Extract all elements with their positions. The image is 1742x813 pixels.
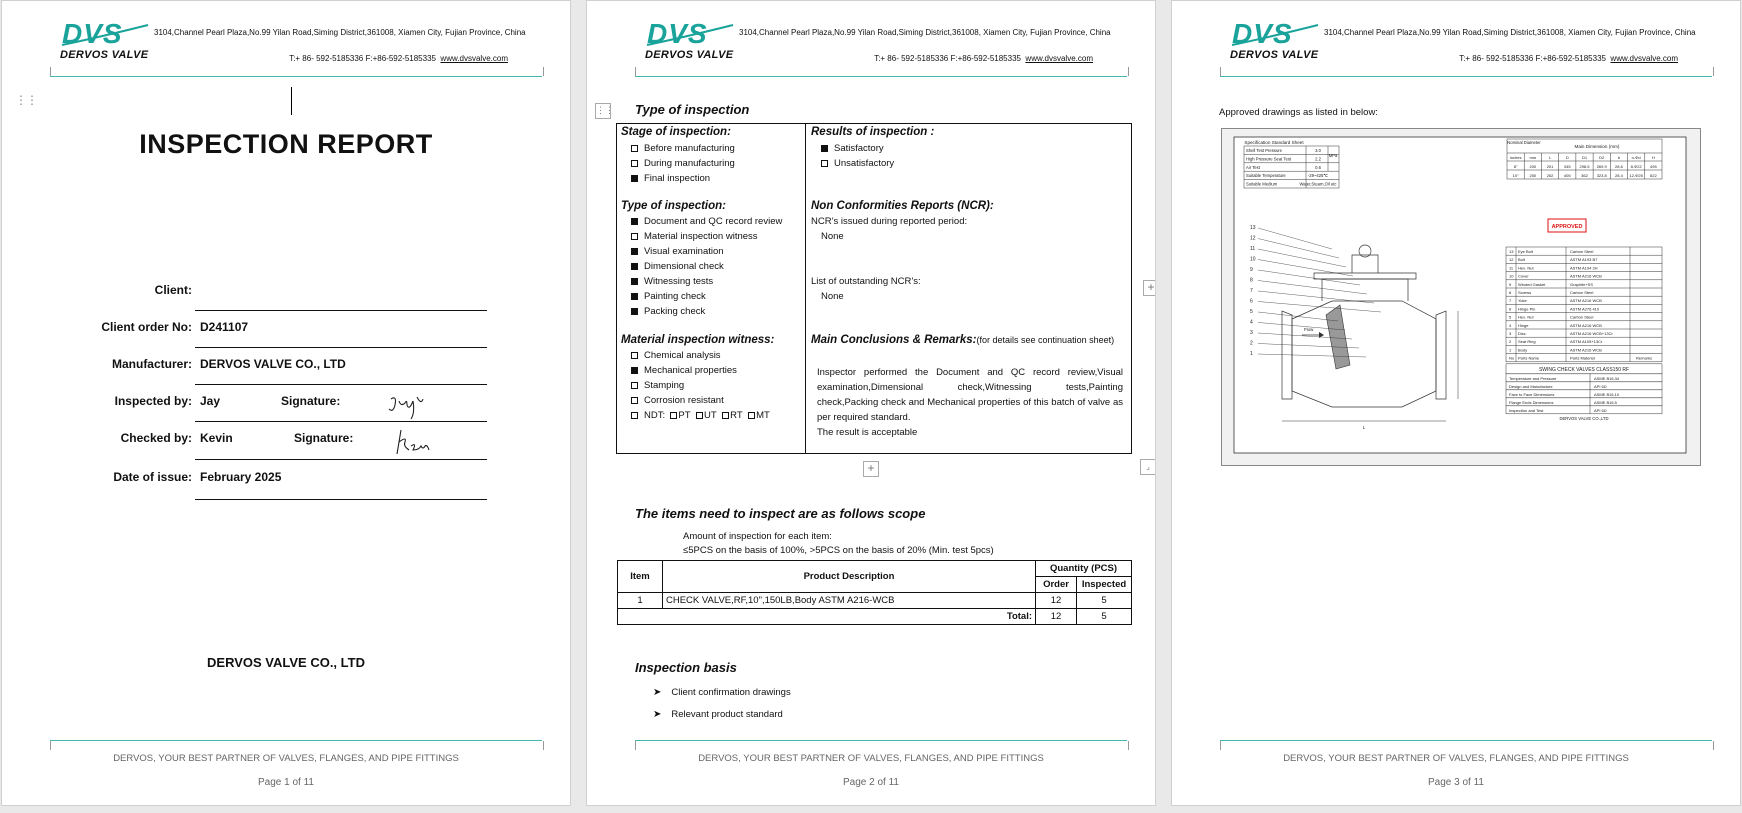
svg-text:DVS: DVS: [647, 19, 708, 49]
parts-header: Parts Name: [1518, 355, 1540, 361]
amount-line: Amount of inspection for each item:: [683, 531, 832, 542]
footer-slogan: DERVOS, YOUR BEST PARTNER OF VALVES, FLANGES, AND PIPE FITTINGS: [1283, 753, 1629, 764]
callout-number: 13: [1250, 225, 1256, 231]
arrow-bullet-icon: ➤: [653, 709, 662, 720]
callout-number: 10: [1250, 256, 1256, 263]
field-client-order: [2, 320, 571, 340]
callout-number: 6: [1250, 298, 1253, 305]
resize-table-icon[interactable]: ⌟: [1140, 459, 1156, 475]
header-contact: [289, 54, 508, 63]
dim-header: mm: [1529, 155, 1537, 160]
col-qty-header: Quantity (PCS): [1036, 561, 1132, 577]
parts-material: ASTM A216 WCB: [1570, 298, 1602, 304]
total-order: 12: [1036, 609, 1077, 625]
cell-order: 12: [1036, 593, 1077, 609]
ncr-outstanding-value: None: [821, 291, 844, 302]
inspection-table: [616, 123, 1132, 454]
callout-number: 5: [1250, 309, 1253, 315]
date-value[interactable]: February 2025: [200, 470, 282, 484]
stage-heading: Stage of inspection:: [621, 126, 731, 138]
spec-row-label: Air Test: [1246, 164, 1260, 170]
dim-cell: 362: [1581, 173, 1588, 178]
col-order-header: Order: [1036, 577, 1077, 593]
parts-material: ASTM A216 WCB: [1570, 322, 1602, 328]
header-website[interactable]: www.dvsvalve.com: [1025, 54, 1093, 63]
manufacturer-label: Manufacturer:: [111, 357, 192, 371]
footer-rule: [50, 740, 542, 741]
dim-cell: 10": [1512, 173, 1519, 178]
dim-header: D1: [1581, 155, 1588, 160]
page-number: Page 2 of 11: [843, 777, 899, 788]
col-inspected-header: Inspected: [1077, 577, 1132, 593]
total-row: [618, 609, 1132, 625]
standard-value: ASME B16.34: [1594, 375, 1620, 381]
callout-number: 7: [1250, 288, 1253, 294]
parts-material: Carbon Steel: [1570, 290, 1594, 295]
ncr-issued-value: None: [821, 231, 844, 242]
flow-label: Flow: [1304, 327, 1314, 332]
checkbox-before-manufacturing[interactable]: Before manufacturing: [631, 143, 735, 154]
dim-header: D: [1565, 155, 1569, 160]
basis-item: ➤ Client confirmation drawings: [653, 687, 791, 698]
dim-header: b: [1617, 155, 1621, 160]
page-3: [1171, 0, 1741, 806]
total-inspected: 5: [1077, 609, 1132, 625]
spec-row-label: High Pressure Seat Test: [1246, 156, 1292, 162]
dim-cell: 12-Φ25: [1629, 173, 1643, 178]
dvs-logo: [645, 19, 735, 63]
field-inspected-by: [2, 394, 571, 414]
parts-header: No: [1509, 355, 1515, 361]
standard-name: Temperature and Pressure: [1509, 375, 1557, 381]
parts-name: Screws: [1518, 290, 1532, 295]
dvs-logo: [1230, 19, 1320, 63]
parts-name: Hex. Nut: [1518, 265, 1534, 271]
scope-heading: The items need to inspect are as follows scope: [635, 506, 926, 521]
table-row: [618, 593, 1132, 609]
parts-name: Winded Gasket: [1518, 281, 1546, 287]
parts-name: Seat Ring: [1518, 339, 1536, 345]
parts-no: 4: [1509, 322, 1512, 328]
parts-name: Yoke: [1518, 298, 1527, 304]
parts-no: 9: [1509, 281, 1512, 287]
valve-drawing-svg: [1222, 129, 1700, 465]
checkbox-dimensional-check[interactable]: Dimensional check: [631, 261, 724, 272]
standard-value: ASME B16.5: [1594, 399, 1617, 405]
basis-item: ➤ Relevant product standard: [653, 709, 783, 720]
spec-row-label: Shell Test Pressure: [1246, 148, 1282, 153]
header-address: 3104,Channel Pearl Plaza,No.99 Yilan Road,Siming District,361008, Xiamen City, Fujian Province, China: [739, 28, 1111, 37]
results-heading: Results of inspection :: [811, 126, 935, 138]
parts-material: ASTM A216 WCB: [1570, 273, 1602, 279]
parts-no: 13: [1509, 249, 1514, 254]
arrow-bullet-icon: ➤: [653, 687, 662, 698]
inspected-label: Inspected by:: [114, 394, 192, 408]
inspected-value[interactable]: Jay: [200, 394, 221, 408]
page-1: [1, 0, 571, 806]
header-rule: [635, 76, 1127, 77]
report-title: INSPECTION REPORT: [139, 129, 433, 159]
approved-stamp-text: APPROVED: [1551, 224, 1583, 230]
field-manufacturer: [2, 357, 571, 377]
dim-cell: 495: [1650, 164, 1657, 169]
product-title: SWING CHECK VALVES CLASS150 RF: [1538, 366, 1630, 373]
checkbox-mechanical-properties[interactable]: Mechanical properties: [631, 365, 737, 376]
text-cursor: [291, 87, 292, 115]
dim-cell: 200: [1529, 164, 1537, 169]
parts-material: ASTM A216 WCB+13Cr: [1570, 331, 1613, 336]
material-heading: Material inspection witness:: [621, 334, 775, 346]
dim-cell: 622: [1650, 173, 1657, 178]
checkbox-witnessing-tests[interactable]: Witnessing tests: [631, 276, 713, 287]
dim-cell: 250: [1529, 173, 1537, 178]
dvs-logo: [60, 19, 150, 63]
checkbox-unsatisfactory[interactable]: Unsatisfactory: [821, 158, 894, 169]
parts-no: 1: [1509, 347, 1512, 353]
checkbox-packing-check[interactable]: Packing check: [631, 306, 705, 317]
client-order-value[interactable]: D241107: [200, 320, 249, 334]
dim-header: H: [1651, 155, 1655, 160]
add-column-icon[interactable]: +: [1143, 280, 1156, 296]
date-label: Date of issue:: [113, 470, 192, 484]
checkbox-ndt-mt[interactable]: [748, 412, 755, 419]
standard-name: Flange Ends Dimensions: [1509, 399, 1554, 405]
checkbox-material-witness[interactable]: Material inspection witness: [631, 231, 758, 242]
callout-number: 8: [1250, 277, 1253, 284]
parts-name: Eye Bolt: [1518, 249, 1533, 254]
inspector-signature: [387, 391, 427, 421]
spec-row-value: 3.0: [1315, 148, 1321, 153]
basis-heading: Inspection basis: [635, 660, 737, 675]
client-label: Client:: [154, 283, 192, 297]
dim-cell: 8": [1513, 164, 1518, 169]
header-contact: [1459, 54, 1678, 63]
checkbox-satisfactory[interactable]: Satisfactory: [821, 143, 884, 154]
checked-value[interactable]: Kevin: [200, 431, 233, 445]
spec-row-value: Water,Steam,Oil etc: [1299, 181, 1337, 187]
dim-cell: 28.6: [1615, 164, 1623, 169]
parts-name: Hinge: [1518, 322, 1529, 328]
checkbox-ndt-pt[interactable]: [670, 412, 677, 419]
standard-name: Face to Face Dimensions: [1509, 391, 1555, 397]
parts-name: Body: [1518, 347, 1528, 353]
parts-material: Carbon Steel: [1570, 314, 1594, 320]
parts-name: Bolt: [1518, 257, 1525, 263]
field-date-of-issue: [2, 470, 571, 490]
type-of-inspection-heading: Type of inspection: [635, 102, 750, 117]
dim-cell: 269.9: [1596, 164, 1607, 169]
callout-number: 2: [1250, 340, 1253, 347]
add-row-icon[interactable]: +: [863, 461, 879, 477]
col-desc-header: Product Description: [663, 561, 1036, 593]
standard-name: Inspection and Test: [1509, 407, 1544, 413]
parts-material: ASTM A276 410: [1570, 306, 1600, 312]
dim-nominal: Nominal Diameter: [1507, 140, 1541, 145]
svg-text:DVS: DVS: [62, 19, 123, 49]
drag-handle-icon[interactable]: ⋮⋮: [15, 93, 37, 107]
approved-drawing[interactable]: [1221, 128, 1701, 466]
footer-slogan: DERVOS, YOUR BEST PARTNER OF VALVES, FLANGES, AND PIPE FITTINGS: [698, 753, 1044, 764]
field-checked-by: [2, 431, 571, 451]
checker-signature: [395, 428, 435, 458]
dim-label-l: L: [1362, 425, 1366, 430]
dim-cell: 201: [1546, 164, 1554, 169]
callout-number: 3: [1250, 330, 1253, 336]
parts-name: Hinge Pin: [1518, 306, 1536, 312]
parts-name: Hex. Nut: [1518, 314, 1534, 320]
parts-name: Cover: [1518, 273, 1529, 279]
ncr-outstanding-label: List of outstanding NCR’s:: [811, 276, 921, 287]
checkbox-ndt[interactable]: [631, 412, 638, 419]
parts-no: 3: [1509, 331, 1512, 336]
inspected-signature-label: Signature:: [281, 394, 341, 408]
parts-no: 10: [1509, 273, 1514, 279]
checkbox-corrosion-resistant[interactable]: Corrosion resistant: [631, 395, 724, 406]
col-item-header: Item: [618, 561, 663, 593]
manufacturer-value[interactable]: DERVOS VALVE CO., LTD: [200, 357, 346, 371]
dim-cell: 8-Φ22: [1630, 164, 1642, 169]
parts-material: ASTM A216 WCB: [1570, 347, 1602, 353]
drawings-intro: Approved drawings as listed in below:: [1219, 107, 1378, 118]
header-tel: T:+ 86- 592-5185336 F:+86-592-5185335: [289, 54, 436, 63]
spec-row-value: 0.6: [1315, 164, 1321, 170]
checkbox-ndt-ut[interactable]: [696, 412, 703, 419]
parts-header: Remarks: [1636, 355, 1653, 361]
parts-no: 2: [1509, 339, 1512, 345]
page-2: [586, 0, 1156, 806]
header-address: 3104,Channel Pearl Plaza,No.99 Yilan Road,Siming District,361008, Xiamen City, Fujian Province, China: [1324, 28, 1696, 37]
header-contact: [874, 54, 1093, 63]
checkbox-document-review[interactable]: Document and QC record review: [631, 216, 782, 227]
callout-number: 1: [1250, 351, 1253, 357]
type-heading: Type of inspection:: [621, 200, 726, 212]
spec-row-value: 2.2: [1315, 156, 1321, 162]
callout-number: 4: [1250, 319, 1253, 326]
footer-slogan: DERVOS, YOUR BEST PARTNER OF VALVES, FLANGES, AND PIPE FITTINGS: [113, 753, 459, 764]
checkbox-stamping[interactable]: Stamping: [631, 380, 684, 391]
dim-cell: 28.4: [1615, 173, 1623, 178]
dim-header: D2: [1599, 155, 1605, 160]
parts-name: Disc: [1518, 331, 1526, 336]
scope-table: [617, 560, 1132, 625]
total-label: Total:: [618, 609, 1036, 625]
spec-unit: MPa: [1328, 153, 1338, 158]
header-rule: [1220, 76, 1712, 77]
footer-rule: [1220, 740, 1712, 741]
standard-name: Design and Manufacture: [1509, 383, 1553, 389]
parts-header: Parts Material: [1570, 355, 1595, 361]
ndt-row: NDT: PT UT RT MT: [631, 410, 770, 421]
checkbox-chemical-analysis[interactable]: Chemical analysis: [631, 350, 721, 361]
page-number: Page 3 of 11: [1428, 777, 1484, 788]
logo-subtitle: DERVOS VALVE: [1230, 49, 1319, 61]
dim-header: L: [1548, 155, 1552, 160]
checkbox-painting-check[interactable]: Painting check: [631, 291, 706, 302]
cell-desc: CHECK VALVE,RF,10",150LB,Body ASTM A216-WCB: [663, 593, 1036, 609]
parts-no: 11: [1509, 265, 1514, 271]
client-order-label: Client order No:: [101, 320, 192, 334]
result-line: The result is acceptable: [817, 427, 918, 438]
dim-header: Inches: [1509, 155, 1522, 160]
footer-rule: [635, 740, 1127, 741]
spec-row-label: Suitable Temperature: [1246, 173, 1286, 179]
parts-no: 7: [1509, 298, 1512, 304]
spec-row-label: Suitable Medium: [1246, 181, 1278, 187]
header-tel: T:+ 86- 592-5185336 F:+86-592-5185335: [1459, 54, 1606, 63]
parts-material: Graphite+SS: [1570, 281, 1594, 287]
basis-line: ≤5PCS on the basis of 100%, >5PCS on the basis of 20% (Min. test 5pcs): [683, 545, 994, 556]
callout-number: 11: [1250, 246, 1256, 252]
parts-material: ASTM A194 2H: [1570, 265, 1598, 271]
ncr-issued-label: NCR’s issued during reported period:: [811, 216, 968, 227]
header-website[interactable]: www.dvsvalve.com: [1610, 54, 1678, 63]
parts-no: 8: [1509, 290, 1512, 295]
conclusions-text: Inspector performed the Document and QC record review,Visual examination,Dimensional check,Witnessing tests,Painting check,Packing check and Mechanical properties of this batch of valve as per required standard. The result is acceptable: [817, 367, 1123, 438]
standard-value: API 6D: [1594, 383, 1607, 389]
conclusions-note: (for details see continuation sheet): [976, 335, 1115, 345]
header-address: 3104,Channel Pearl Plaza,No.99 Yilan Road,Siming District,361008, Xiamen City, Fujian Province, China: [154, 28, 526, 37]
page-number: Page 1 of 11: [258, 777, 314, 788]
checkbox-visual-examination[interactable]: Visual examination: [631, 246, 724, 257]
spec-title: Specification Standard Sheet: [1244, 140, 1304, 145]
parts-material: ASTM A105+13Cr: [1570, 339, 1603, 345]
callout-number: 12: [1250, 235, 1256, 242]
parts-no: 12: [1509, 257, 1514, 263]
parts-no: 5: [1509, 314, 1512, 320]
header-tel: T:+ 86- 592-5185336 F:+86-592-5185335: [874, 54, 1021, 63]
dim-cell: 252: [1546, 173, 1554, 178]
ncr-heading: Non Conformities Reports (NCR):: [811, 200, 994, 212]
checked-signature-label: Signature:: [294, 431, 354, 445]
standard-value: API 6D: [1594, 407, 1607, 413]
dim-cell: 323.8: [1596, 173, 1607, 178]
cell-inspected: 5: [1077, 593, 1132, 609]
drawing-company: DERVOS VALVE CO.,LTD: [1559, 415, 1609, 421]
callout-number: 9: [1250, 267, 1253, 273]
cell-item: 1: [618, 593, 663, 609]
checkbox-during-manufacturing[interactable]: During manufacturing: [631, 158, 735, 169]
checkbox-final-inspection[interactable]: Final inspection: [631, 173, 710, 184]
field-client: [2, 283, 571, 303]
dim-cell: 405: [1563, 173, 1571, 178]
parts-material: Carbon Steel: [1570, 249, 1594, 254]
table-move-handle-icon[interactable]: ⋮⋮: [595, 103, 611, 119]
header-rule: [50, 76, 542, 77]
parts-material: ASTM A193 B7: [1570, 257, 1598, 263]
spec-row-value: -29~425℃: [1307, 173, 1329, 179]
checked-label: Checked by:: [120, 431, 192, 445]
dim-cell: 345: [1563, 164, 1571, 169]
dim-header: n-Φd: [1631, 155, 1641, 160]
dim-title: Main Dimension (mm): [1574, 144, 1620, 149]
header-website[interactable]: www.dvsvalve.com: [440, 54, 508, 63]
svg-text:DVS: DVS: [1232, 19, 1293, 49]
company-name: DERVOS VALVE CO., LTD: [207, 655, 365, 670]
logo-subtitle: DERVOS VALVE: [60, 49, 149, 61]
dim-cell: 298.5: [1579, 164, 1590, 169]
conclusions-heading: Main Conclusions & Remarks:(for details see continuation sheet): [811, 334, 1115, 346]
standard-value: ASME B16.10: [1594, 391, 1620, 397]
checkbox-ndt-rt[interactable]: [722, 412, 729, 419]
parts-no: 6: [1509, 306, 1512, 312]
logo-subtitle: DERVOS VALVE: [645, 49, 734, 61]
